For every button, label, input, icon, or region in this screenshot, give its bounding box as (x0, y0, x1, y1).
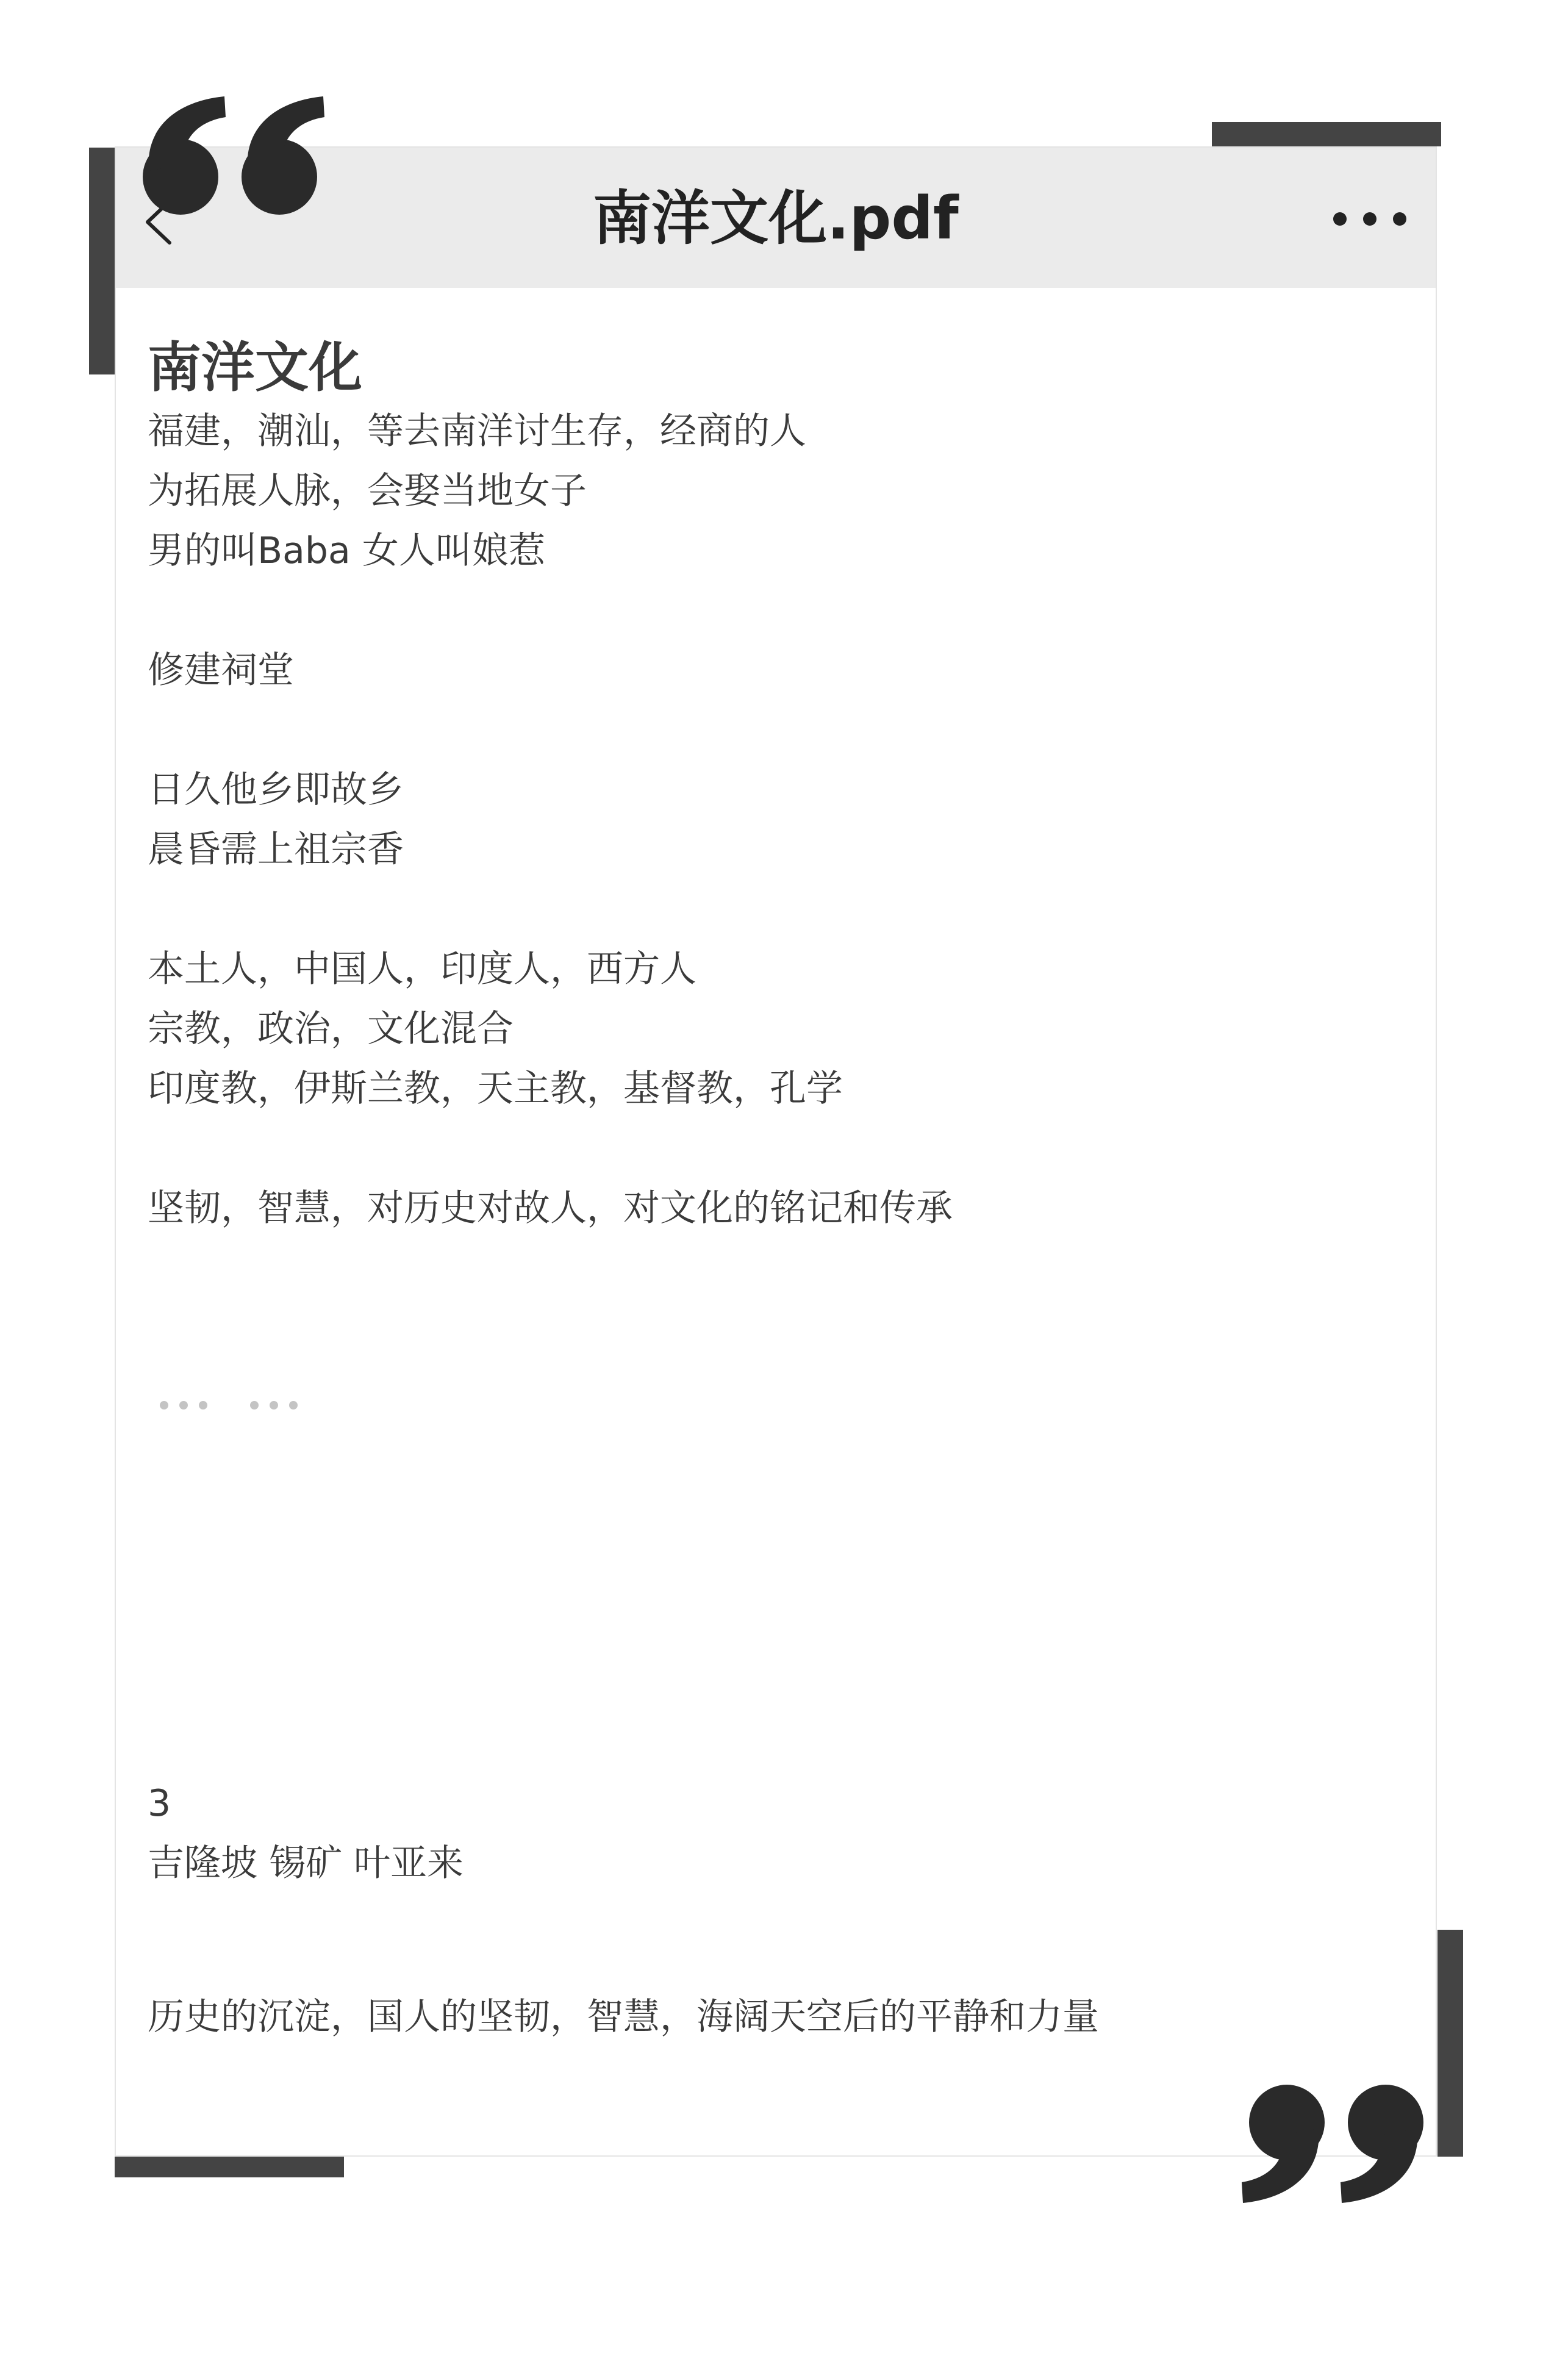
text-line: 宗教，政治，文化混合 (148, 1008, 514, 1050)
text-line: 印度教，伊斯兰教，天主教，基督教，孔学 (148, 1067, 843, 1110)
more-horizontal-icon (1333, 212, 1347, 226)
ellipsis-separator (148, 1381, 1416, 1430)
frame-bar-right (1437, 1930, 1463, 2157)
file-title: 南洋文化.pdf (593, 184, 959, 253)
document-section (148, 1774, 1416, 1893)
section-number: 3 (148, 1782, 171, 1825)
document-body (148, 334, 1416, 1430)
close-quote-mark (1226, 2080, 1427, 2214)
frame-bar-left (89, 148, 115, 374)
text-line: 修建祠堂 (148, 649, 294, 692)
text-line: 男的叫Baba 女人叫娘惹 (148, 529, 545, 572)
document-closing (148, 1987, 1416, 2047)
frame-bar-bottom (115, 2153, 344, 2177)
more-options-button[interactable] (1333, 204, 1406, 234)
open-quote-mark (139, 85, 340, 220)
text-line: 吉隆坡 锡矿 叶亚来 (148, 1842, 464, 1885)
text-line: 晨昏需上祖宗香 (148, 828, 404, 871)
text-line: 本土人，中国人，印度人，西方人 (148, 948, 696, 990)
text-line: 历史的沉淀，国人的坚韧，智慧，海阔天空后的平静和力量 (148, 1996, 1099, 2038)
text-line: 福建，潮汕，等去南洋讨生存，经商的人 (148, 410, 806, 453)
document-title: 南洋文化 (148, 336, 363, 399)
document-viewer (115, 146, 1437, 2157)
text-line: 为拓展人脉，会娶当地女子 (148, 470, 587, 512)
frame-bar-top (1212, 122, 1441, 146)
text-line: 坚韧，智慧，对历史对故人，对文化的铭记和传承 (148, 1187, 953, 1230)
text-line: 日久他乡即故乡 (148, 768, 404, 811)
